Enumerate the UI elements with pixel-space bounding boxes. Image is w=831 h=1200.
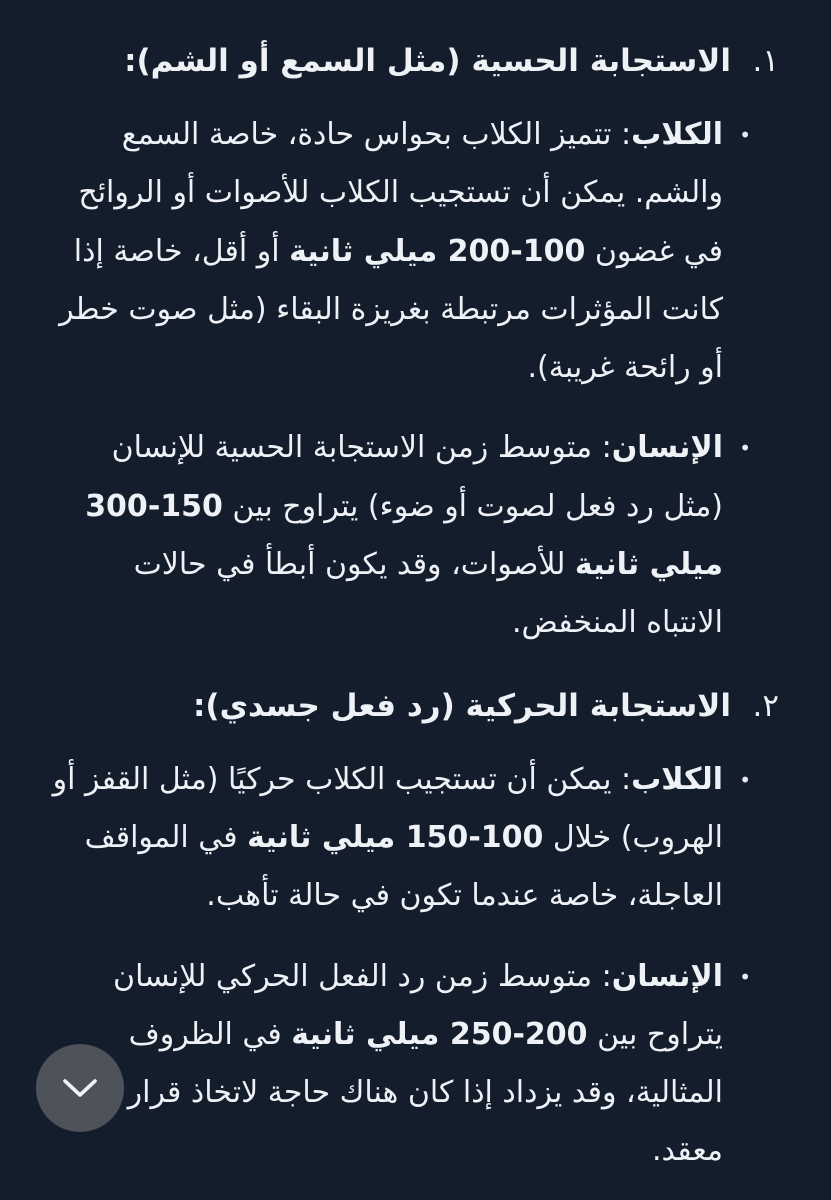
bullet-text: في الظروف المثالية، وقد يزداد إذا كان هناك حاجة لاتخاذ قرار معقد.	[127, 1016, 723, 1169]
bullet-text: في المواقف العاجلة، خاصة عندما تكون في حالة تأهب.	[84, 819, 723, 914]
list-item	[49, 948, 779, 1181]
section-heading	[49, 30, 779, 92]
list-item	[49, 419, 779, 652]
bullet-emphasis: 100-150 ميلي ثانية	[247, 819, 544, 855]
bullet-emphasis: 150-300 ميلي ثانية	[85, 488, 723, 583]
bullet-list	[49, 751, 779, 1181]
bullet-text: : متوسط زمن الاستجابة الحسية للإنسان (مثل رد فعل لصوت أو ضوء) يتراوح بين	[111, 430, 723, 524]
bullet-label: الإنسان	[611, 958, 723, 994]
bullet-emphasis: 100-200 ميلي ثانية	[289, 233, 586, 269]
bullet-dot: •	[739, 964, 751, 989]
bullet-dot: •	[739, 436, 751, 461]
bullet-text: للأصوات، وقد يكون أبطأ في حالات الانتباه المنخفض.	[133, 547, 723, 641]
bullet-text: : تتميز الكلاب بحواس حادة، خاصة السمع والشم. يمكن أن تستجيب الكلاب للأصوات أو الروائح في غضون	[78, 117, 723, 269]
chevron-down-icon	[60, 1076, 100, 1100]
bullet-text: : يمكن أن تستجيب الكلاب حركيًا (مثل القفز أو الهروب) خلال	[52, 761, 723, 855]
section-number: ٢.	[752, 687, 779, 724]
bullet-label: الكلاب	[631, 117, 723, 152]
list-item	[49, 106, 779, 397]
section-heading	[49, 675, 779, 737]
bullet-dot: •	[739, 767, 751, 792]
bullet-emphasis: 200-250 ميلي ثانية	[291, 1016, 588, 1052]
response-content	[49, 30, 779, 1200]
bullet-dot: •	[739, 123, 751, 147]
bullet-text: : متوسط زمن رد الفعل الحركي للإنسان يتراوح بين	[113, 958, 723, 1052]
section-title: الاستجابة الحركية (رد فعل جسدي):	[193, 687, 731, 724]
scroll-to-bottom-button[interactable]	[36, 1044, 124, 1132]
section-title: الاستجابة الحسية (مثل السمع أو الشم):	[124, 43, 731, 79]
section-number: ١.	[752, 43, 779, 79]
bullet-label: الإنسان	[611, 430, 723, 466]
bullet-text: أو أقل، خاصة إذا كانت المؤثرات مرتبطة بغريزة البقاء (مثل صوت خطر أو رائحة غريبة).	[59, 233, 723, 386]
bullet-label: الكلاب	[631, 761, 723, 797]
bullet-list	[49, 106, 779, 653]
list-item	[49, 751, 779, 926]
